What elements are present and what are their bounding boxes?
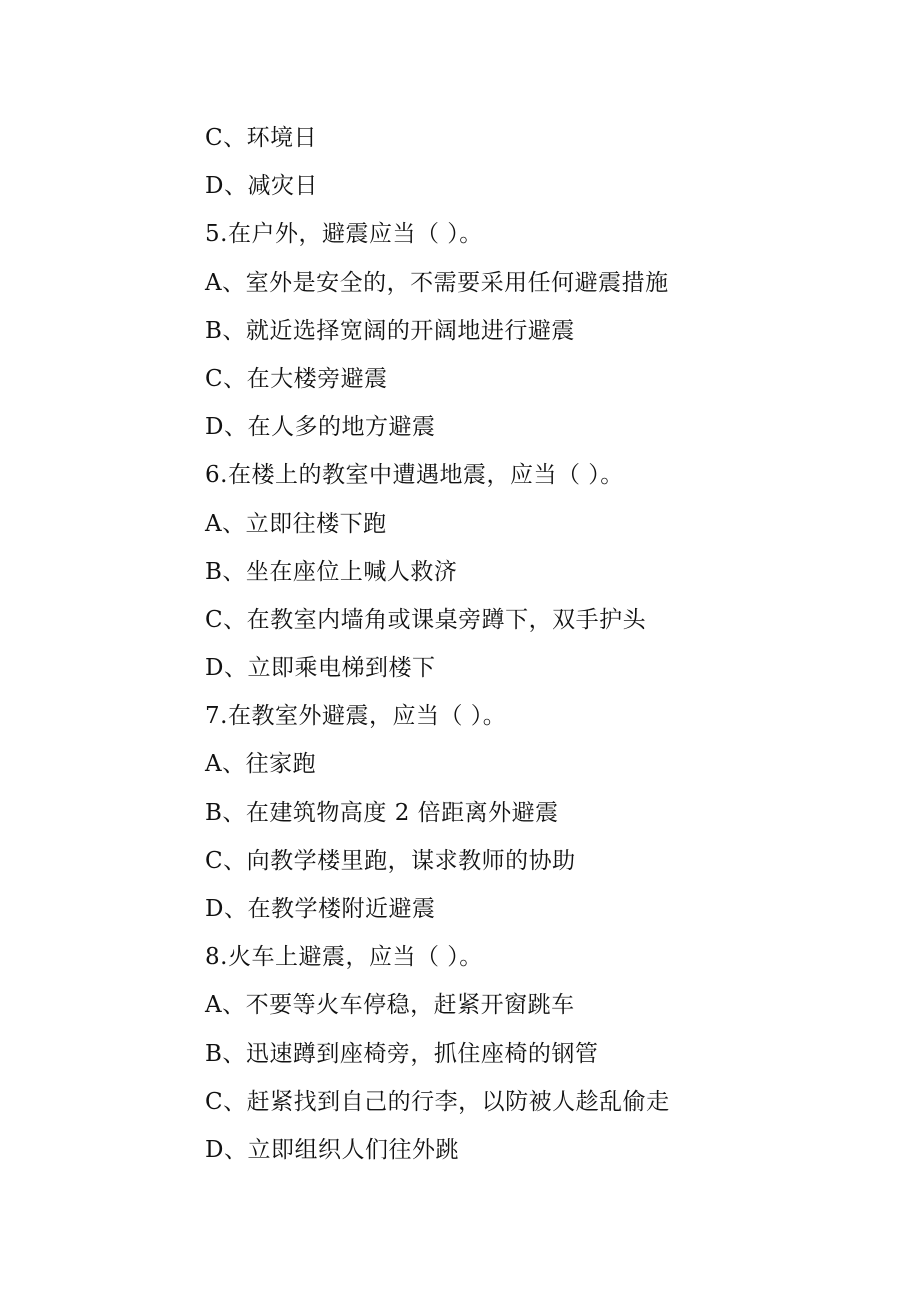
option-c-q6: C、在教室内墙角或课桌旁蹲下，双手护头	[205, 606, 647, 633]
option-b-q8: B、迅速蹲到座椅旁，抓住座椅的钢管	[205, 1040, 599, 1067]
option-d-q7: D、在教学楼附近避震	[205, 896, 436, 922]
option-b-q6: B、坐在座位上喊人救济	[205, 558, 458, 585]
option-a-q5: A、室外是安全的，不需要采用任何避震措施	[205, 269, 669, 296]
option-a-q7: A、往家跑	[205, 751, 317, 778]
option-c-q4: C、环境日	[205, 125, 318, 151]
option-d-q6: D、立即乘电梯到楼下	[205, 655, 436, 682]
question-7: 7.在教室外避震，应当（ ）。	[205, 703, 507, 730]
option-b-q7: B、在建筑物高度 2 倍距离外避震	[205, 799, 559, 826]
option-c-q7: C、向教学楼里跑，谋求教师的协助	[205, 847, 576, 874]
option-c-q8: C、赶紧找到自己的行李，以防被人趁乱偷走	[205, 1088, 670, 1115]
option-b-q5: B、就近选择宽阔的开阔地进行避震	[205, 317, 575, 344]
question-list	[205, 114, 895, 1174]
option-d-q5: D、在人多的地方避震	[205, 414, 436, 441]
question-8: 8.火车上避震，应当（ ）。	[205, 944, 483, 971]
option-c-q5: C、在大楼旁避震	[205, 365, 388, 392]
option-d-q4: D、减灾日	[205, 173, 318, 200]
question-5: 5.在户外，避震应当（ ）。	[205, 221, 483, 248]
option-a-q8: A、不要等火车停稳，赶紧开窗跳车	[205, 992, 575, 1019]
option-d-q8: D、立即组织人们往外跳	[205, 1136, 459, 1163]
question-6: 6.在楼上的教室中遭遇地震，应当（ ）。	[205, 462, 624, 489]
option-a-q6: A、立即往楼下跑	[205, 510, 387, 537]
